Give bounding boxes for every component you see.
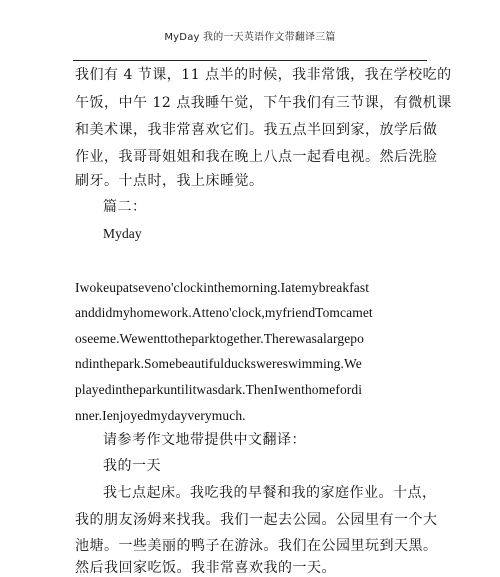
essay-title: Myday (103, 226, 142, 241)
text-line: 刷牙。十点时，我上床睡觉。 (75, 173, 264, 189)
english-line: nner.Ienjoyedmydayverymuch. (75, 408, 246, 423)
english-line: Iwokeupatseveno'clockinthemorning.Iatemybreakfast (75, 280, 370, 295)
text-line: 我七点起床。我吃我的早餐和我的家庭作业。十点， (103, 485, 437, 501)
translation-note: 请参考作文地带提供中文翻译： (103, 432, 306, 448)
text-line: 作业，我哥哥姐姐和我在晚上八点一起看电视。然后洗脸 (75, 149, 438, 165)
english-line: oseeme.Wewenttotheparktogether.Therewasalargepo (75, 331, 364, 346)
text-line: 我的朋友汤姆来找我。我们一起去公园。公园里有一个大 (75, 512, 438, 528)
section-heading: 篇二： (103, 199, 147, 215)
translation-title: 我的一天 (103, 458, 161, 474)
text-line: 我们有 4 节课，11 点半的时候，我非常饿，我在学校吃的 (75, 67, 452, 83)
english-line: ndinthepark.Somebeautifulduckswereswimming.We (75, 356, 362, 371)
english-line: playedintheparkuntilitwasdark.ThenIwenthomefordi (75, 382, 363, 397)
text-line: 和美术课，我非常喜欢它们。我五点半回到家，放学后做 (75, 122, 438, 138)
text-line: 池塘。一些美丽的鸭子在游泳。我们在公园里玩到天黑。 (75, 538, 438, 554)
header-divider (73, 60, 427, 61)
text-line: 午饭，中午 12 点我睡午觉，下午我们有三节课，有微机课 (75, 95, 452, 111)
page-header-title: MyDay 我的一天英语作文带翻译三篇 (164, 32, 336, 43)
text-line-cropped: 然后我回家吃饭。我非常喜欢我的一天。 (75, 560, 336, 576)
english-line: anddidmyhomework.Atteno'clock,myfriendTomcamet (75, 305, 373, 320)
